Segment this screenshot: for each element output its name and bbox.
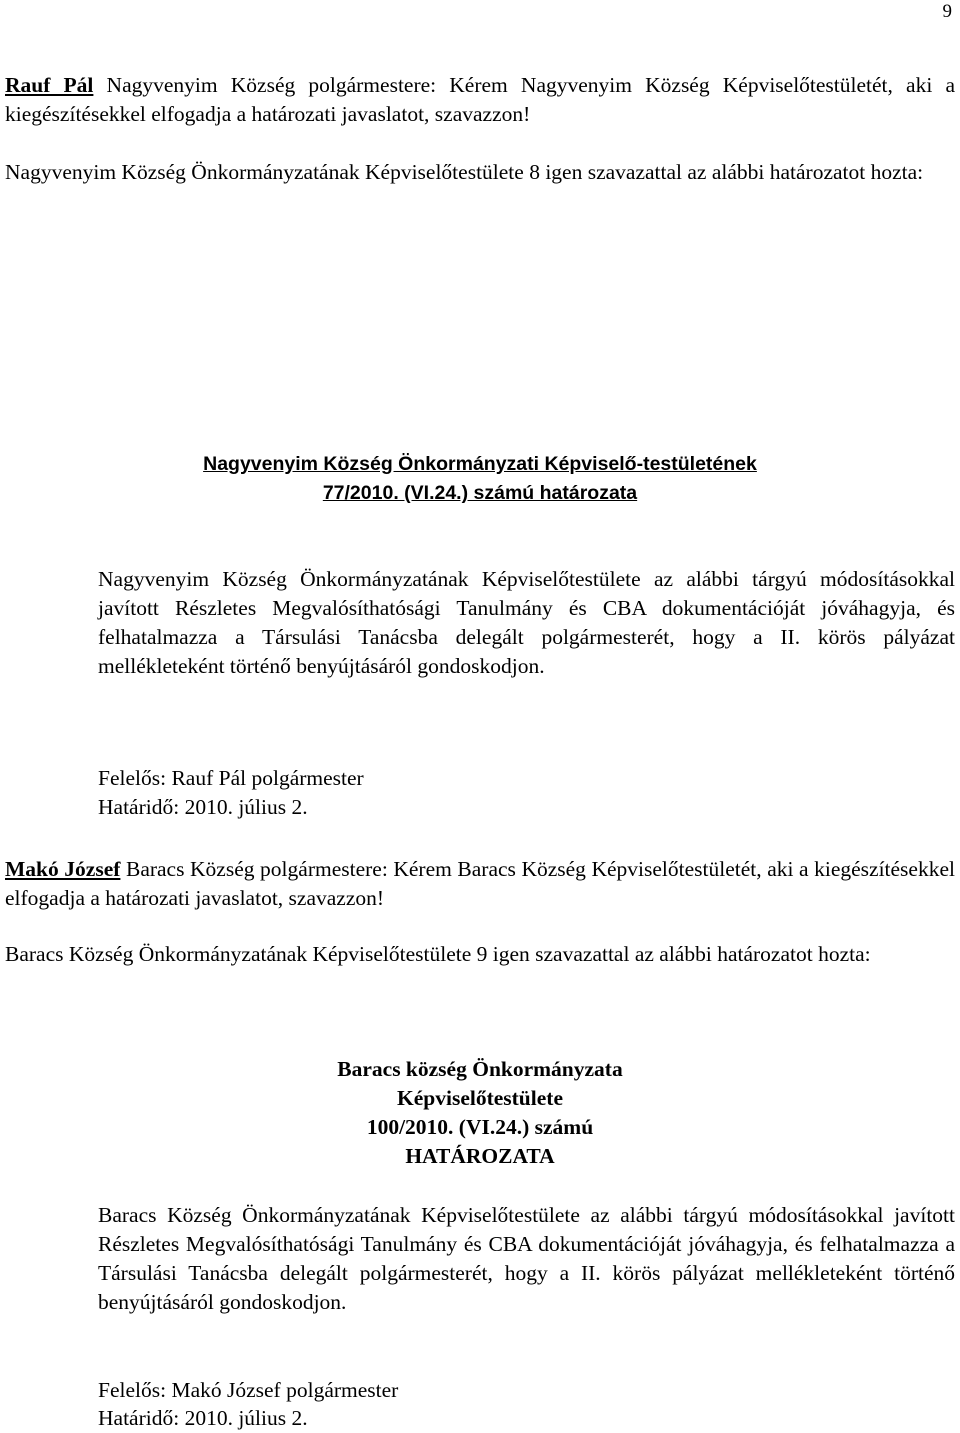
resolution-body-nagyvenyim: Nagyvenyim Község Önkormányzatának Képviselőtestülete az alábbi tárgyú módosításokkal javított Részletes Megvalósíthatósági Tanulmány és CBA dokumentációját jóváhagyja, és felhatalmazza a Társulási Tanácsba delegált polgármesterét, hogy a II. körös pályázat mellékleteként történő benyújtásáról gondoskodjon. [98, 567, 955, 678]
responsible-nagyvenyim: Felelős: Rauf Pál polgármester [98, 766, 364, 790]
resolution-heading-line2: Képviselőtestülete [397, 1086, 563, 1110]
request-text: Nagyvenyim Község polgármestere: Kérem Nagyvenyim Község Képviselőtestületét, aki a kiegészítésekkel elfogadja a határozati javaslatot, szavazzon! [5, 73, 956, 126]
speaker-name: Rauf Pál [5, 73, 94, 97]
resolution-heading-line1: Nagyvenyim Község Önkormányzati Képviselő-testületének [203, 453, 757, 475]
resolution-heading-nagyvenyim [0, 450, 960, 508]
speaker-name: Makó József [5, 857, 121, 881]
mayor-request-nagyvenyim [5, 71, 955, 129]
deadline-nagyvenyim: Határidő: 2010. július 2. [98, 795, 308, 819]
responsible-baracs: Felelős: Makó József polgármester [98, 1378, 399, 1402]
page-number: 9 [942, 1, 952, 22]
request-text: Baracs Község polgármestere: Kérem Baracs Község Képviselőtestületét, aki a kiegészítésekkel elfogadja a határozati javaslatot, szavazzon! [5, 857, 955, 910]
resolution-body-baracs: Baracs Község Önkormányzatának Képviselőtestülete az alábbi tárgyú módosításokkal javított Részletes Megvalósíthatósági Tanulmány és CBA dokumentációját jóváhagyja, és felhatalmazza a Társulási Tanácsba delegált polgármesterét, hogy a II. körös pályázat mellékleteként történő benyújtásáról gondoskodjon. [98, 1203, 955, 1314]
mayor-request-baracs [5, 855, 955, 913]
resolution-heading-line2: 77/2010. (VI.24.) számú határozata [322, 482, 638, 504]
vote-result-nagyvenyim: Nagyvenyim Község Önkormányzatának Képviselőtestülete 8 igen szavazattal az alábbi határozatot hozta: [5, 160, 924, 184]
vote-result-baracs: Baracs Község Önkormányzatának Képviselőtestülete 9 igen szavazattal az alábbi határozatot hozta: [5, 942, 871, 966]
deadline-baracs: Határidő: 2010. július 2. [98, 1406, 308, 1430]
resolution-heading-line3: 100/2010. (VI.24.) számú [366, 1115, 594, 1139]
resolution-heading-baracs [0, 1055, 960, 1171]
resolution-heading-line4: HATÁROZATA [405, 1144, 555, 1168]
resolution-heading-line1: Baracs község Önkormányzata [337, 1057, 623, 1081]
